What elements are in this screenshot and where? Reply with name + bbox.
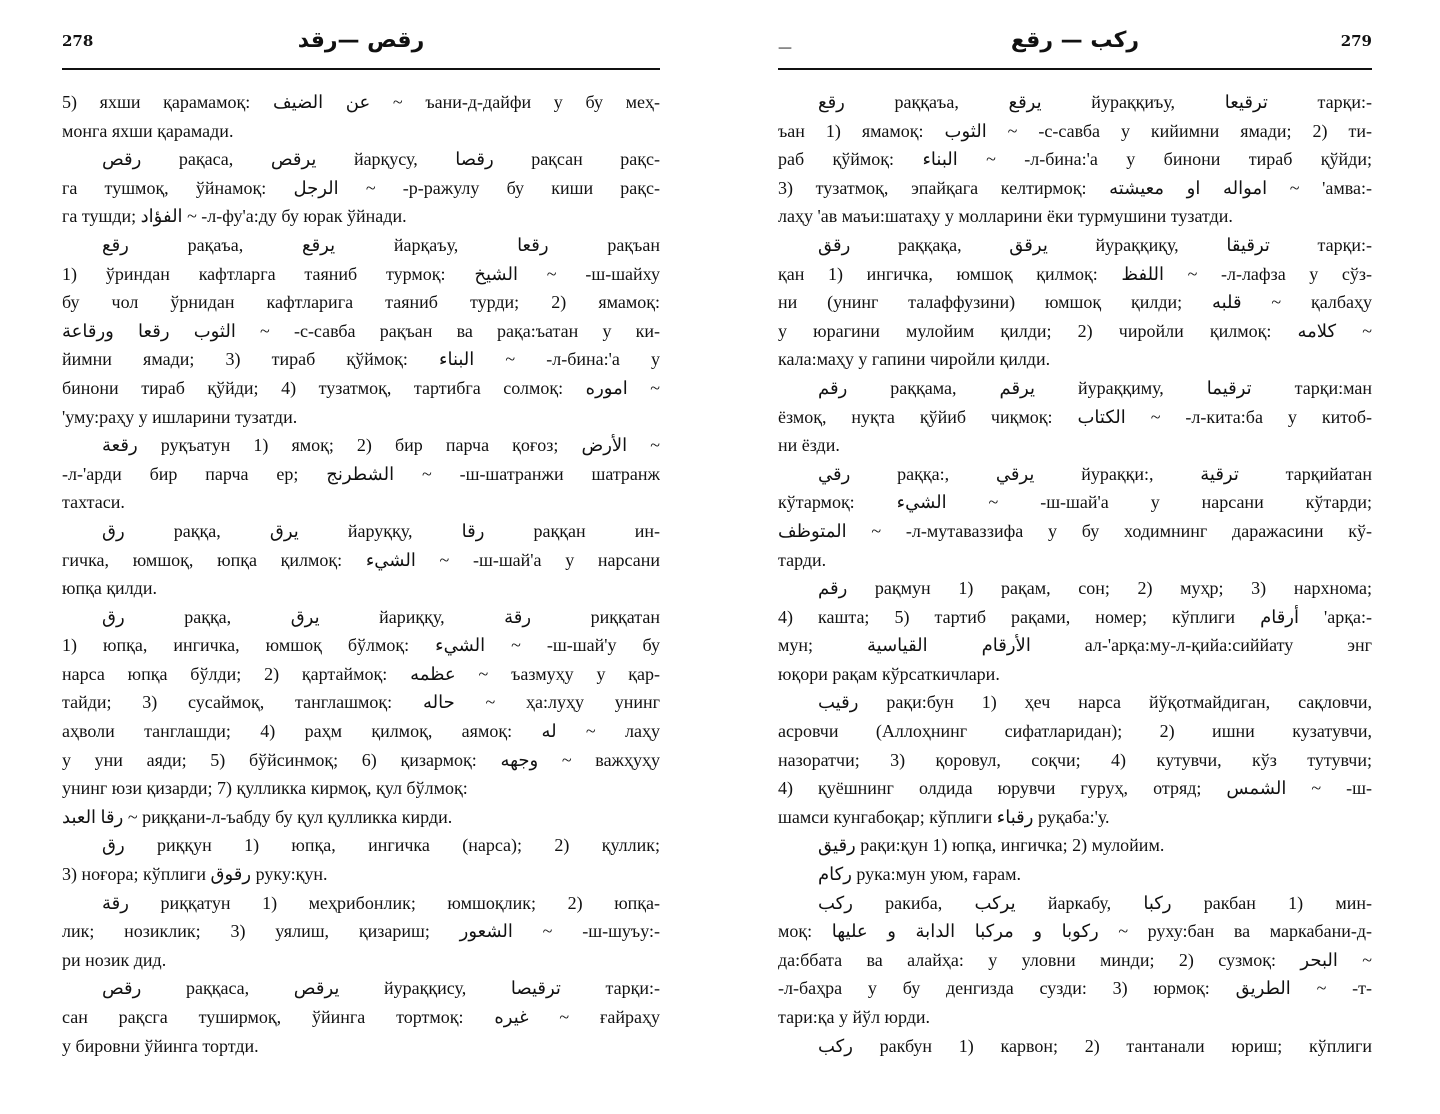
- right-page-header: [778, 18, 1372, 70]
- text-line: رقا العبد ~ риққани-л-ъабду бу қул қулликка кирди.: [62, 806, 453, 827]
- text-line: -л-'арди бир парча ер; الشطرنج ~ -ш-шатранжи шатранж: [62, 463, 660, 484]
- text-line: رقم раққама, يرقم йураққиму, ترقيما тарқи:ман: [818, 377, 1372, 398]
- right-page-body: [778, 88, 1372, 1060]
- text-line: лаҳу 'ав маъи:шатаҳу у молларини ёки турмушини тузатди.: [778, 206, 1233, 227]
- text-line: ركب ракиба, يركب йаркабу, ركبا ракбан 1) мин-: [818, 892, 1372, 913]
- left-page: [62, 0, 660, 1114]
- text-line: аҳволи танглашди; 4) раҳм қилмоқ, аямоқ: له ~ лаҳу: [62, 721, 660, 742]
- page-number: 279: [1340, 32, 1372, 50]
- text-line: кала:маҳу у гапини чиройли қилди.: [778, 349, 1051, 370]
- text-line: رق риққун 1) юпқа, ингичка (нарса); 2) қуллик;: [102, 835, 660, 856]
- text-line: гичка, юмшоқ, юпқа қилмоқ: الشيء ~ -ш-шай'а у нарсани: [62, 549, 660, 570]
- left-page-body: [62, 88, 660, 1060]
- text-line: ёзмоқ, нуқта қўйиб чиқмоқ: الكتاب ~ -л-кита:ба у китоб-: [778, 406, 1372, 427]
- text-line: المتوظف ~ -л-мутаваззифа у бу ходимнинг даражасини кў-: [778, 520, 1372, 541]
- text-line: лик; нозиклик; 3) уялиш, қизариш; الشعور ~ -ш-шуъу:-: [62, 921, 660, 942]
- header-dash: —: [778, 40, 792, 56]
- text-line: رق раққа, يرق йариққу, رقة риққатан: [102, 606, 660, 627]
- text-line: رقع рақаъа, يرقع йарқаъу, رقعا рақъан: [102, 234, 660, 255]
- text-line: ъан 1) ямамоқ: الثوب ~ -с-савба у кийимни ямади; 2) ти-: [778, 120, 1372, 141]
- text-line: у юрагини мулойим қилди; 2) чиройли қилмоқ: كلامه ~: [778, 320, 1372, 341]
- text-line: 4) кашта; 5) тартиб рақами, номер; кўплиги أرقام 'арқа:-: [778, 606, 1372, 627]
- text-line: ركام рука:мун уюм, ғарам.: [818, 864, 1021, 885]
- text-line: رقة риққатун 1) меҳрибонлик; юмшоқлик; 2) юпқа-: [102, 892, 660, 913]
- text-line: моқ: ركوبا و مركبا الدابة و عليها ~ руху:бан ва маркабани-д-: [778, 921, 1372, 942]
- text-line: асровчи (Аллоҳнинг сифатларидан); 2) ишни кузатувчи,: [778, 721, 1372, 742]
- running-head: رقص —رقد: [297, 28, 425, 53]
- left-page-header: [62, 18, 660, 70]
- text-line: юпқа қилди.: [62, 578, 157, 599]
- text-line: бинони тираб қўйди; 4) тузатмоқ, тартибга солмоқ: اموره ~: [62, 377, 660, 398]
- text-line: ни (унинг талаффузини) юмшоқ қилди; قلبه ~ қалбаҳу: [778, 292, 1372, 313]
- text-line: га тушди; الفؤاد ~ -л-фу'а:ду бу юрак ўйнади.: [62, 206, 407, 227]
- text-line: кўтармоқ: الشيء ~ -ш-шай'а у нарсани кўтарди;: [778, 492, 1372, 513]
- text-line: 1) ўриндан кафтларга таяниб турмоқ: الشيخ ~ -ш-шайху: [62, 263, 660, 284]
- text-line: رقي раққа:, يرقي йураққи:, ترقية тарқийатан: [818, 463, 1372, 484]
- text-line: раб қўймоқ: البناء ~ -л-бина:'а у бинони тираб қўйди;: [778, 149, 1372, 170]
- text-line: ركب ракбун 1) карвон; 2) тантанали юриш; кўплиги: [818, 1035, 1372, 1056]
- text-line: монга яхши қарамади.: [62, 120, 234, 141]
- text-line: الثوب رقعا ورقاعة ~ -с-савба рақъан ва рақа:ъатан у ки-: [62, 320, 660, 341]
- text-line: رقق раққақа, يرقق йураққиқу, ترقيقا тарқи:-: [818, 234, 1372, 255]
- text-line: сан рақсга туширмоқ, ўйинга тортмоқ: غيره ~ ғайраҳу: [62, 1007, 660, 1027]
- text-line: тари:қа у йўл юрди.: [778, 1007, 931, 1027]
- running-head: رکب — رقع: [1010, 28, 1140, 53]
- text-line: 5) яхши қарамамоқ: عن الضيف ~ ъани-д-дайфи у бу меҳ-: [62, 92, 660, 112]
- text-line: унинг юзи қизарди; 7) қулликка кирмоқ, қул бўлмоқ:: [62, 778, 468, 799]
- text-line: бу чол ўрнидан кафтларига таяниб турди; 2) ямамоқ:: [62, 292, 660, 313]
- text-line: ни ёзди.: [778, 435, 840, 456]
- page-number: 278: [62, 32, 94, 50]
- text-line: га тушмоқ, ўйнамоқ: الرجل ~ -р-ражулу бу киши рақс-: [62, 177, 660, 198]
- text-line: мун; الأرقام القياسية ал-'арқа:му-л-қийа:сиййату энг: [778, 635, 1372, 656]
- text-line: назоратчи; 3) қоровул, соқчи; 4) кутувчи, кўз тутувчи;: [778, 749, 1372, 770]
- text-line: رقيب рақи:бун 1) ҳеч нарса йўқотмайдиган, сақловчи,: [818, 692, 1372, 713]
- text-line: 3) тузатмоқ, эпайқага келтирмоқ: امواله او معيشته ~ 'амва:-: [778, 177, 1372, 198]
- text-line: у бировни ўйинга тортди.: [62, 1035, 259, 1056]
- text-line: юқори рақам кўрсаткичлари.: [778, 663, 1000, 684]
- text-line: رقص рақаса, يرقص йарқусу, رقصا рақсан рақс-: [102, 149, 660, 170]
- text-line: رقعة руқъатун 1) ямоқ; 2) бир парча қоғоз; الأرض ~: [102, 435, 660, 456]
- text-line: 4) қуёшнинг олдида юрувчи гуруҳ, отряд; الشمس ~ -ш-: [778, 778, 1372, 799]
- text-line: нарса юпқа бўлди; 2) қартаймоқ: عظمه ~ ъазмуҳу у қар-: [62, 663, 660, 684]
- right-page: [778, 0, 1372, 1114]
- text-line: رق раққа, يرق йаруққу, رقا раққан ин-: [102, 520, 660, 541]
- text-line: қан 1) ингичка, юмшоқ қилмоқ: اللفظ ~ -л-лафза у сўз-: [778, 263, 1372, 284]
- text-line: رقيق рақи:қун 1) юпқа, ингичка; 2) мулойим.: [818, 835, 1165, 856]
- text-line: да:ббата ва алайҳа: у уловни минди; 2) сузмоқ: البحر ~: [778, 949, 1372, 970]
- text-line: رقص раққаса, يرقص йураққису, ترقيصا тарқи:-: [102, 978, 660, 999]
- text-line: у уни аяди; 5) бўйсинмоқ; 6) қизармоқ: وجهه ~ важҳуҳу: [62, 749, 660, 770]
- text-line: 3) ноғора; кўплиги رقوق руку:қун.: [62, 864, 328, 885]
- text-line: шамси кунгабоқар; кўплиги رقباء руқаба:'у.: [778, 806, 1110, 827]
- text-line: 'уму:раҳу у ишларини тузатди.: [62, 406, 298, 427]
- text-line: ри нозик дид.: [62, 949, 167, 970]
- text-line: -л-баҳра у бу денгизда сузди: 3) юрмоқ: الطريق ~ -т-: [778, 978, 1372, 999]
- text-line: тахтаси.: [62, 492, 125, 513]
- text-line: йимни ямади; 3) тираб қўймоқ: البناء ~ -л-бина:'а у: [62, 349, 660, 370]
- text-line: رقم рақмун 1) рақам, сон; 2) муҳр; 3) нархнома;: [818, 578, 1372, 599]
- text-line: тайди; 3) сусаймоқ, танглашмоқ: حاله ~ ҳа:луҳу унинг: [62, 692, 660, 713]
- text-line: тарди.: [778, 549, 827, 570]
- text-line: رقع раққаъа, يرقع йураққиъу, ترقيعا тарқи:-: [818, 92, 1372, 112]
- text-line: 1) юпқа, ингичка, юмшоқ бўлмоқ: الشيء ~ -ш-шай'у бу: [62, 635, 660, 656]
